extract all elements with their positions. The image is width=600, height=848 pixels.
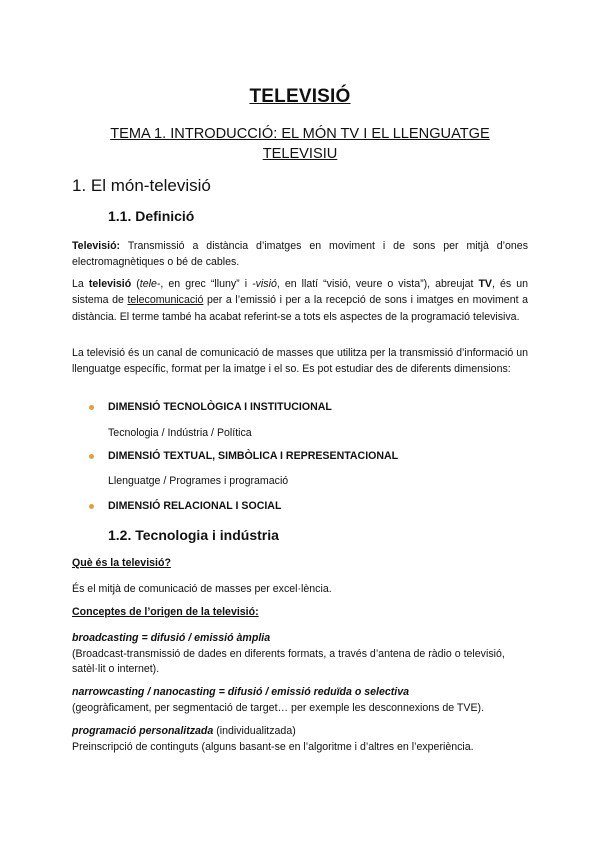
p2-italic: -visió	[252, 278, 277, 290]
list-item	[89, 500, 281, 512]
telecommunication-link[interactable]: telecomunicació	[127, 294, 204, 307]
concept-item	[72, 724, 532, 755]
list-item-detail: Tecnologia / Indústria / Política	[108, 427, 252, 439]
definition-text: Transmissió a distància d’imatges en moviment i de sons per mitjà d’ones electromagnètiques o bé de cables.	[72, 240, 528, 269]
concept-term-extra: (individualitzada)	[213, 725, 296, 737]
concept-term: broadcasting = difusió / emissió àmplia	[72, 632, 271, 644]
list-item-detail: Llenguatge / Programes i programació	[108, 475, 289, 487]
concept-description: Preinscripció de continguts (alguns basant-se en l’algoritme i d’altres en l’experiència.	[72, 740, 474, 753]
bullet-icon	[89, 454, 94, 459]
p2-italic: tele-	[139, 278, 161, 290]
section-heading-1: 1. El món-televisió	[72, 176, 211, 195]
p2-text: (	[131, 278, 140, 290]
topic-subtitle: TEMA 1. INTRODUCCIÓ: EL MÓN TV I EL LLENGUATGE TELEVISIU	[110, 126, 490, 162]
section-heading-1-1: 1.1. Definició	[108, 208, 195, 224]
concept-item	[72, 631, 532, 678]
list-item	[89, 401, 332, 413]
definition-term: Televisió:	[72, 240, 121, 252]
p2-bold-term: televisió	[88, 278, 132, 290]
concept-description: (geogràficament, per segmentació de target… per exemple les desconnexions de TVE).	[72, 701, 485, 714]
concept-term: narrowcasting / nanocasting = difusió / emissió reduïda o selectiva	[72, 686, 410, 698]
television-paragraph	[72, 276, 528, 325]
bullet-icon	[89, 405, 94, 410]
bullet-icon	[89, 504, 94, 509]
concept-item	[72, 685, 532, 716]
p2-text: , és un sistema de	[72, 278, 528, 307]
p2-text: , en llatí “visió, veure o vista”), abreujat	[276, 278, 479, 290]
list-item	[89, 450, 398, 462]
concept-description: (Broadcast-transmissió de dades en diferents formats, a través d’antena de ràdio o televisió, satèl·lit o internet).	[72, 647, 505, 675]
list-item-label: DIMENSIÓ RELACIONAL I SOCIAL	[108, 500, 282, 512]
p2-text: , en grec “lluny” i	[160, 278, 253, 290]
concepts-label: Conceptes de l’origen de la televisió:	[72, 606, 259, 618]
list-item-label: DIMENSIÓ TEXTUAL, SIMBÒLICA I REPRESENTACIONAL	[108, 450, 399, 462]
p2-text: per a l’emissió i per a la recepció de sons i imatges en moviment a distància. El terme també ha acabat referint-se a tots els aspectes de la programació televisiva.	[72, 294, 529, 323]
dimensions-intro-paragraph: La televisió és un canal de comunicació de masses que utilitza per la transmissió d’informació un llenguatge específic, format per la imatge i el so. Es pot estudiar des de diferents dimensions:	[72, 347, 528, 376]
p2-bold-abbrev: TV	[478, 278, 492, 290]
p2-text: La	[72, 278, 89, 290]
definition-paragraph	[72, 238, 528, 271]
question-label: Què és la televisió?	[72, 557, 171, 569]
concept-term: programació personalitzada	[72, 725, 214, 737]
section-heading-1-2: 1.2. Tecnologia i indústria	[108, 527, 279, 543]
list-item-label: DIMENSIÓ TECNOLÒGICA I INSTITUCIONAL	[108, 401, 332, 413]
question-answer: És el mitjà de comunicació de masses per excel·lència.	[72, 583, 332, 595]
page-title: TELEVISIÓ	[249, 86, 351, 107]
